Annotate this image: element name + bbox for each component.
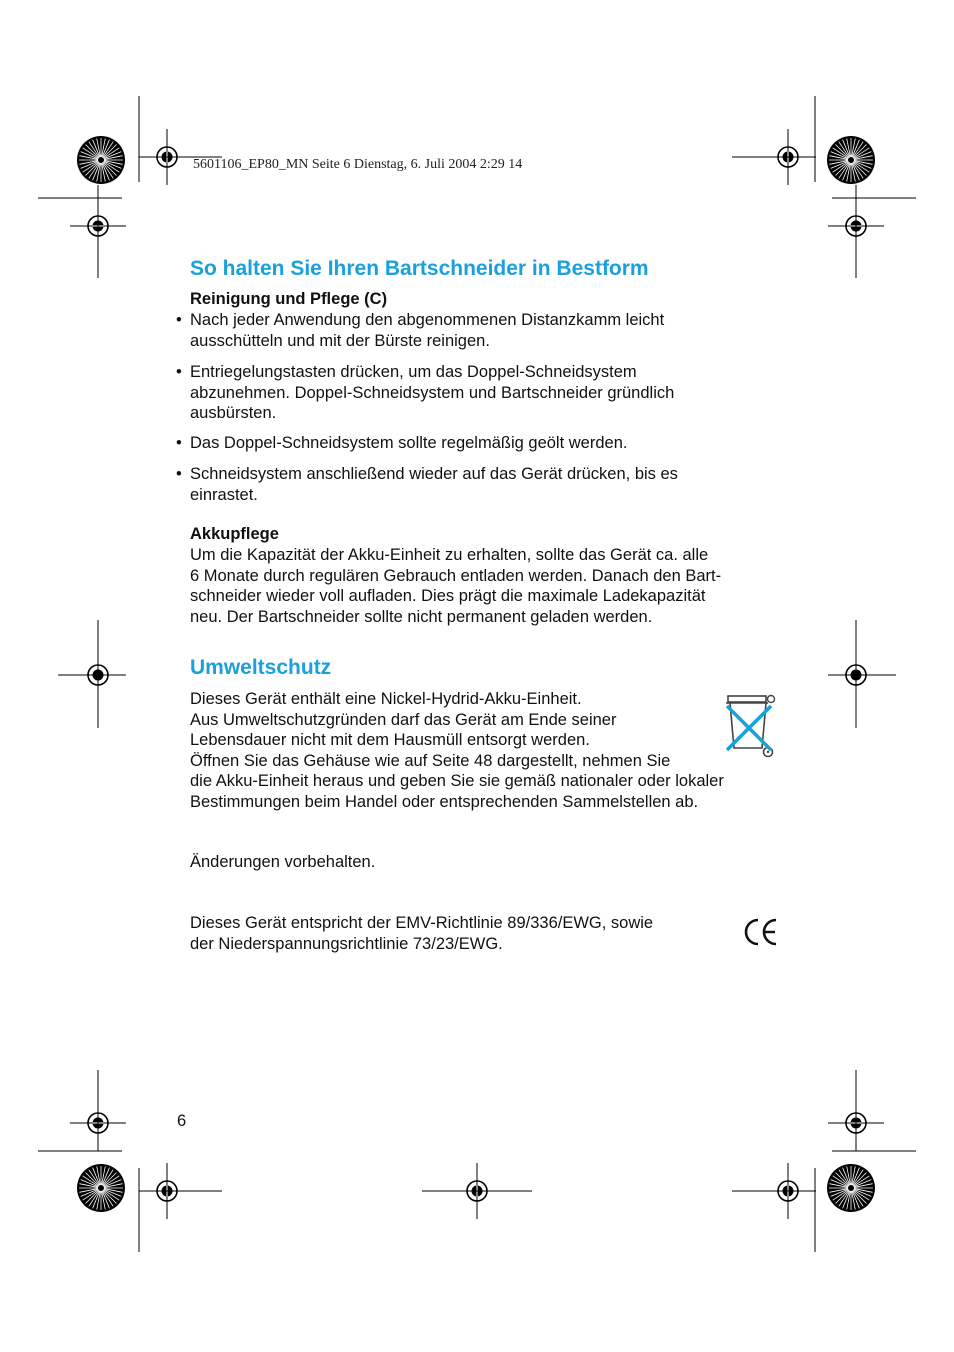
bullet-dot: • — [176, 434, 182, 452]
list-item: • Das Doppel-Schneidsystem sollte regelmäßig geölt werden. — [176, 434, 628, 452]
list-item: • Schneidsystem anschließend wieder auf das Gerät drücken, bis es einrastet. — [176, 465, 678, 504]
ce-mark-icon — [742, 916, 780, 948]
bullet-dot: • — [176, 465, 182, 483]
crossed-out-wheelie-bin-icon — [722, 692, 780, 760]
battery-care-paragraph: Um die Kapazität der Akku-Einheit zu erhalten, sollte das Gerät ca. alle 6 Monate durch regulären Gebrauch entladen werden. Danach den Bart- schneider wieder voll aufladen. Dies prägt die maximale Ladekapazität neu. Der Bartschneider sollte nicht permanent geladen werden. — [190, 546, 722, 626]
compliance-statement: Dieses Gerät entspricht der EMV-Richtlinie 89/336/EWG, sowie der Niederspannungsrichtlinie 73/23/EWG. — [190, 914, 654, 953]
print-slug-line: 5601106_EP80_MN Seite 6 Dienstag, 6. Juli 2004 2:29 14 — [193, 157, 523, 172]
bullet-dot: • — [176, 363, 182, 381]
changes-reserved-note: Änderungen vorbehalten. — [190, 853, 376, 871]
page-number: 6 — [177, 1112, 187, 1130]
section-heading-care: So halten Sie Ihren Bartschneider in Bestform — [190, 257, 649, 280]
subheading-battery-care: Akkupflege — [190, 525, 279, 543]
subheading-cleaning: Reinigung und Pflege (C) — [190, 290, 388, 308]
environment-paragraph: Dieses Gerät enthält eine Nickel-Hydrid-Akku-Einheit. Aus Umweltschutzgründen darf das Gerät am Ende seiner Lebensdauer nicht mit dem Hausmüll entsorgt werden. Öffnen Sie das Gehäuse wie auf Seite 48 dargestellt, nehmen Sie die Akku-Einheit heraus und geben Sie sie gemäß nationaler oder lokaler Bestimmungen beim Handel oder entsprechenden Sammelstellen ab. — [190, 690, 724, 811]
bullet-dot: • — [176, 311, 182, 329]
section-heading-environment: Umweltschutz — [190, 656, 332, 679]
list-item: • Nach jeder Anwendung den abgenommenen Distanzkamm leicht ausschütteln und mit der Bürste reinigen. — [176, 311, 665, 350]
list-item: • Entriegelungstasten drücken, um das Doppel-Schneidsystem abzunehmen. Doppel-Schneidsystem und Bartschneider gründlich ausbürsten. — [176, 363, 675, 422]
